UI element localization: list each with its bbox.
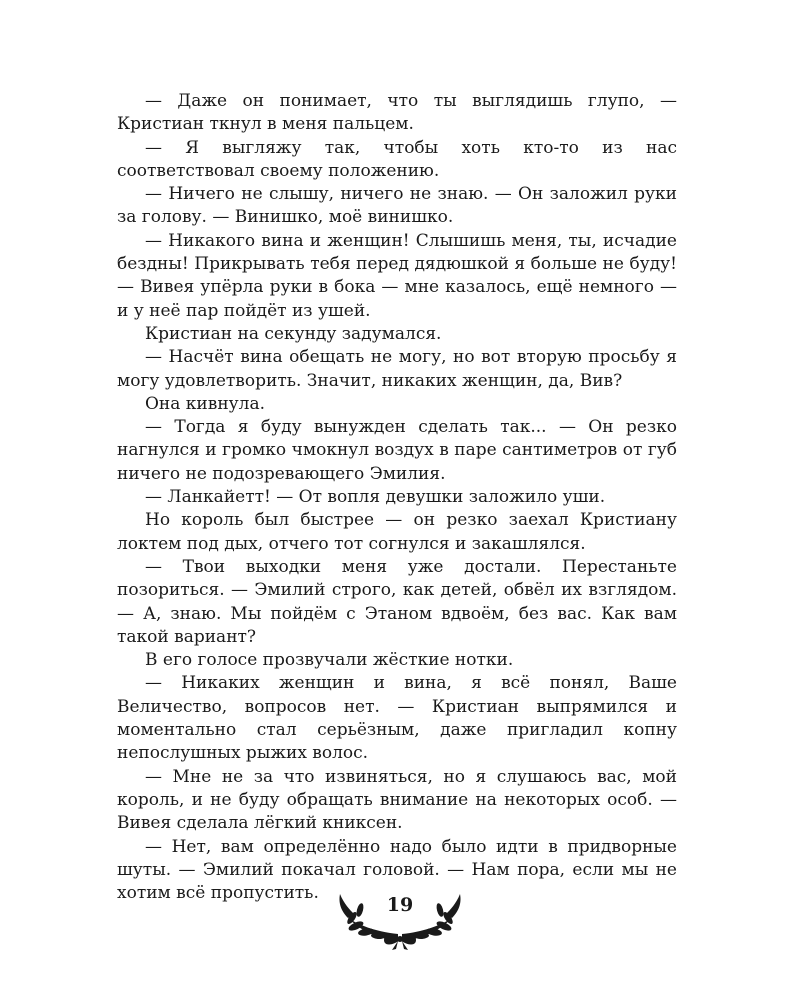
page-number: 19: [386, 894, 414, 916]
page-footer: [0, 882, 800, 952]
paragraph: — Мне не за что извиняться, но я слушаюсь вас, мой король, и не буду обращать внимание на некоторых особ. — Вивея сделала лёгкий книксен.: [117, 766, 677, 834]
paragraph: Она кивнула.: [145, 393, 266, 414]
paragraph: — Ничего не слышу, ничего не знаю. — Он заложил руки за голову. — Винишко, моё винишко.: [117, 184, 677, 228]
paragraph: — Я выгляжу так, чтобы хоть кто-то из нас соответствовал своему положению.: [117, 137, 677, 181]
paragraph: — Нет, вам определённо надо было идти в придворные шуты. — Эмилий покачал головой. — Нам пора, если мы не хотим всё пропустить.: [117, 836, 677, 904]
paragraph: — Никакого вина и женщин! Слышишь меня, ты, исчадие бездны! Прикрывать тебя перед дядюшкой я больше не буду! — Вивея упёрла руки в бока — мне казалось, ещё немного — и у неё пар пойдёт из ушей.: [117, 230, 677, 321]
paragraph: — Даже он понимает, что ты выглядишь глупо, — Кристиан ткнул в меня пальцем.: [117, 91, 677, 135]
paragraph: Кристиан на секунду задумался.: [145, 323, 442, 344]
laurel-ornament-icon: [320, 882, 480, 952]
page-body: [117, 90, 677, 905]
paragraph: В его голосе прозвучали жёсткие нотки.: [145, 650, 514, 671]
paragraph: — Никаких женщин и вина, я всё понял, Ваше Величество, вопросов нет. — Кристиан выпрямился и моментально стал серьёзным, даже пригладил копну непослушных рыжих волос.: [117, 673, 677, 764]
paragraph: — Твои выходки меня уже достали. Перестаньте позориться. — Эмилий строго, как детей, обвёл их взглядом. — А, знаю. Мы пойдём с Этаном вдвоём, без вас. Как вам такой вариант?: [117, 556, 677, 647]
paragraph: — Тогда я буду вынужден сделать так... — Он резко нагнулся и громко чмокнул воздух в паре сантиметров от губ ничего не подозревающего Эмилия.: [117, 417, 677, 484]
paragraph: Но король был быстрее — он резко заехал Кристиану локтем под дых, отчего тот согнулся и закашлялся.: [117, 510, 677, 554]
paragraph: — Насчёт вина обещать не могу, но вот вторую просьбу я могу удовлетворить. Значит, никаких женщин, да, Вив?: [117, 347, 677, 391]
paragraph: — Ланкайетт! — От вопля девушки заложило уши.: [145, 487, 606, 508]
